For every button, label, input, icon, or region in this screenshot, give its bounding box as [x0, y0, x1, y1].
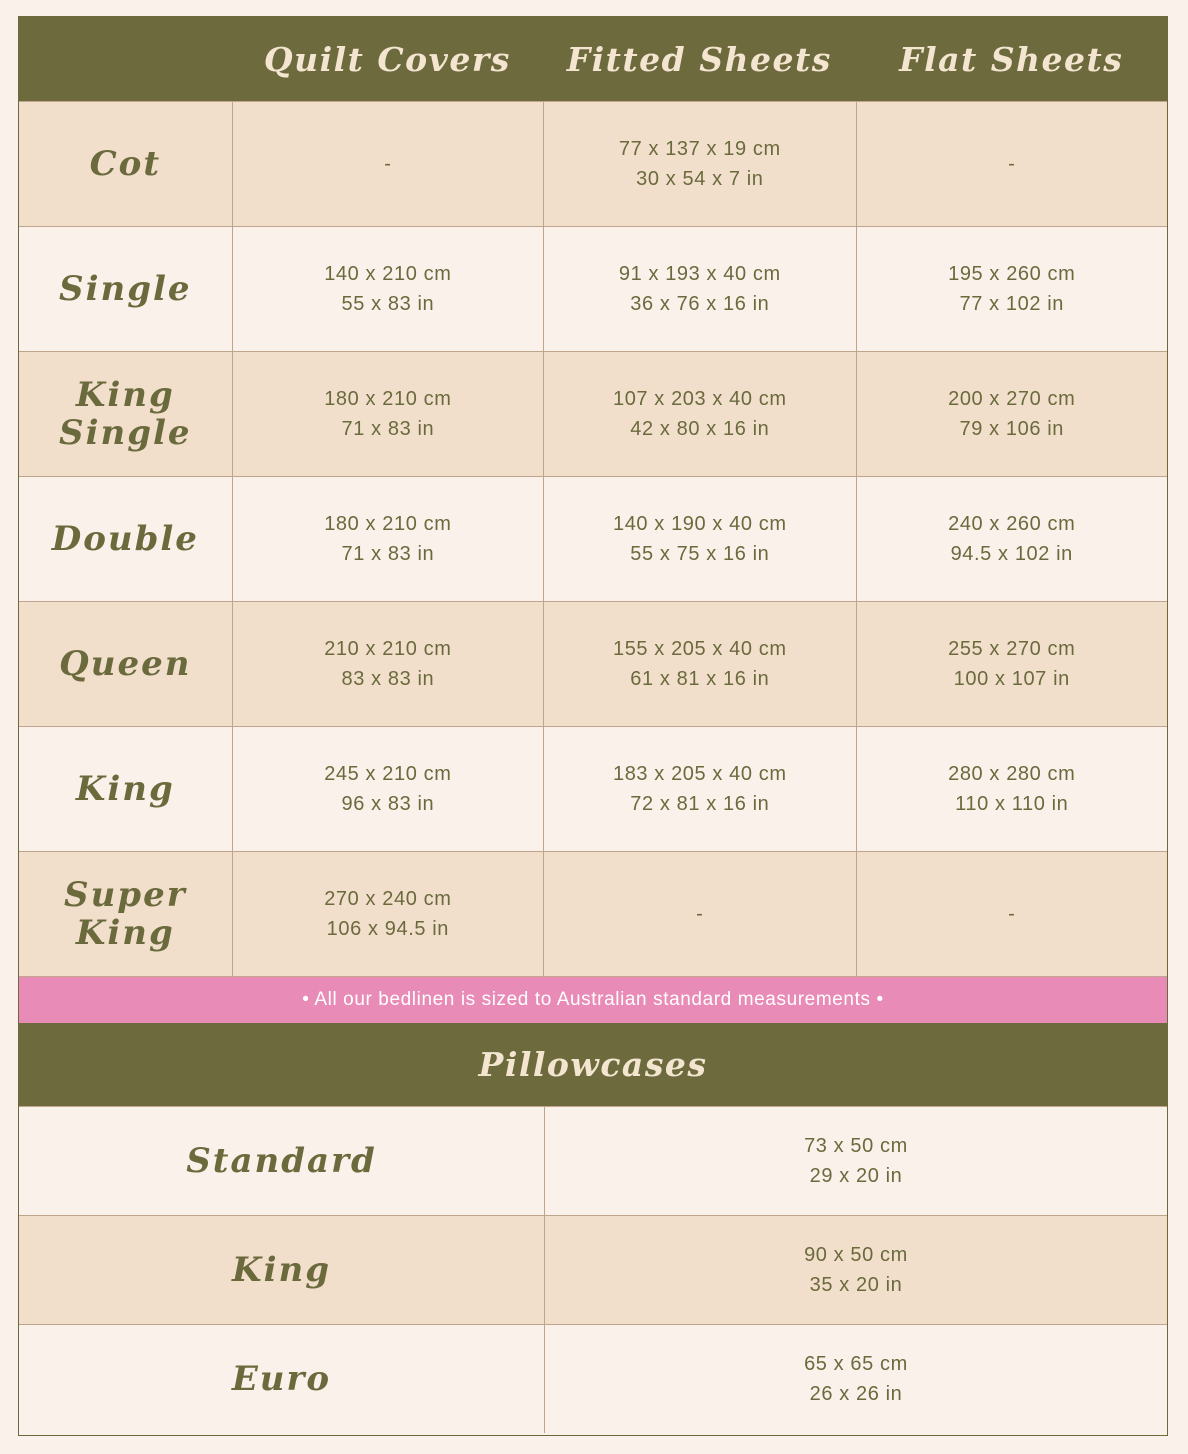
measurement-line: 107 x 203 x 40 cm [612, 388, 787, 410]
size-label-cell [19, 602, 232, 726]
size-label-line: Single [59, 413, 192, 453]
measurement-line: 65 x 65 cm [804, 1353, 908, 1375]
measurement-line: 71 x 83 in [341, 418, 435, 440]
measurement-line: 77 x 137 x 19 cm [618, 138, 781, 160]
size-label-line: Single [59, 269, 192, 309]
measurement-line: 91 x 193 x 40 cm [618, 263, 781, 285]
fitted-sheet-cell [543, 852, 855, 976]
measurement-line: 96 x 83 in [341, 793, 435, 815]
fitted-sheet-cell [543, 352, 855, 476]
header-blank-cell [19, 17, 232, 101]
measurement-line: 245 x 210 cm [324, 763, 452, 785]
flat-sheet-cell [856, 102, 1167, 226]
table-row [19, 1324, 1167, 1433]
size-label [64, 876, 187, 952]
measurement-line: 83 x 83 in [341, 668, 435, 690]
measurement-line: 106 x 94.5 in [326, 918, 450, 940]
table-row [19, 226, 1167, 351]
quilt-cover-cell [232, 602, 543, 726]
quilt-cover-cell [232, 352, 543, 476]
flat-sheet-cell [856, 227, 1167, 351]
measurement-line: 180 x 210 cm [324, 513, 452, 535]
measurement-line: 90 x 50 cm [804, 1244, 908, 1266]
header-quilt-covers: Quilt Covers [263, 39, 511, 79]
measurement-line: 140 x 210 cm [324, 263, 452, 285]
size-label-cell [19, 852, 232, 976]
pillowcases-header: Pillowcases [19, 1023, 1167, 1106]
measurement-line: 110 x 110 in [955, 793, 1069, 815]
measurement-line: 280 x 280 cm [948, 763, 1076, 785]
measurement-line: 240 x 260 cm [948, 513, 1076, 535]
measurement-line: 72 x 81 x 16 in [630, 793, 770, 815]
size-label [59, 270, 192, 308]
measurement-line: 195 x 260 cm [948, 263, 1076, 285]
measurement-line: - [384, 153, 392, 175]
australian-standard-notice: • All our bedlinen is sized to Australian standard measurements • [19, 976, 1167, 1023]
measurement-line: 155 x 205 x 40 cm [612, 638, 787, 660]
table-row [19, 851, 1167, 976]
size-rows [19, 101, 1167, 976]
size-label [90, 145, 161, 183]
size-label [59, 645, 191, 683]
measurement-line: - [1008, 903, 1016, 925]
table-row [19, 476, 1167, 601]
sizes-header-row [19, 17, 1167, 101]
size-label-line: King [75, 375, 175, 415]
measurement-line: 140 x 190 x 40 cm [612, 513, 787, 535]
measurement-line: 29 x 20 in [809, 1165, 903, 1187]
size-label-line: King [75, 769, 175, 809]
measurement-line: 79 x 106 in [959, 418, 1064, 440]
pillowcase-label-cell [19, 1216, 544, 1324]
measurement-line: 55 x 75 x 16 in [630, 543, 770, 565]
header-fitted-sheets: Fitted Sheets [566, 39, 832, 79]
measurement-line: 200 x 270 cm [948, 388, 1076, 410]
measurement-line: 270 x 240 cm [324, 888, 452, 910]
pillowcase-label: Euro [231, 1359, 332, 1399]
table-row [19, 601, 1167, 726]
fitted-sheet-cell [543, 477, 855, 601]
measurement-line: 73 x 50 cm [804, 1135, 908, 1157]
size-label-line: Queen [59, 644, 192, 684]
pillowcase-size-cell [544, 1107, 1167, 1215]
size-label [59, 376, 192, 452]
size-label-cell [19, 352, 232, 476]
pillowcase-label-cell [19, 1107, 544, 1215]
measurement-line: 55 x 83 in [341, 293, 435, 315]
measurement-line: - [696, 903, 704, 925]
size-label-cell [19, 227, 232, 351]
pillowcase-label: Standard [186, 1141, 377, 1181]
measurement-line: 180 x 210 cm [324, 388, 452, 410]
size-label-cell [19, 727, 232, 851]
size-label-line: King [75, 913, 175, 953]
fitted-sheet-cell [543, 102, 855, 226]
size-label-cell [19, 102, 232, 226]
quilt-cover-cell [232, 852, 543, 976]
measurement-line: 61 x 81 x 16 in [630, 668, 770, 690]
pillowcase-size-cell [544, 1216, 1167, 1324]
flat-sheet-cell [856, 352, 1167, 476]
table-row [19, 726, 1167, 851]
table-row [19, 1106, 1167, 1215]
size-label [76, 770, 175, 808]
flat-sheet-cell [856, 602, 1167, 726]
measurement-line: 77 x 102 in [959, 293, 1064, 315]
measurement-line: 26 x 26 in [809, 1383, 903, 1405]
size-label-cell [19, 477, 232, 601]
size-label-line: Double [51, 519, 199, 559]
size-chart [18, 16, 1168, 1436]
pillowcase-label-cell [19, 1325, 544, 1433]
measurement-line: 94.5 x 102 in [950, 543, 1073, 565]
measurement-line: 42 x 80 x 16 in [630, 418, 770, 440]
table-row [19, 101, 1167, 226]
quilt-cover-cell [232, 102, 543, 226]
measurement-line: 255 x 270 cm [948, 638, 1076, 660]
flat-sheet-cell [856, 852, 1167, 976]
measurement-line: 36 x 76 x 16 in [630, 293, 770, 315]
quilt-cover-cell [232, 477, 543, 601]
size-label-line: Cot [89, 144, 162, 184]
fitted-sheet-cell [543, 227, 855, 351]
pillowcase-rows [19, 1106, 1167, 1433]
header-flat-sheets: Flat Sheets [899, 39, 1124, 79]
fitted-sheet-cell [543, 727, 855, 851]
fitted-sheet-cell [543, 602, 855, 726]
flat-sheet-cell [856, 477, 1167, 601]
measurement-line: 183 x 205 x 40 cm [612, 763, 787, 785]
pillowcase-size-cell [544, 1325, 1167, 1433]
measurement-line: 100 x 107 in [953, 668, 1070, 690]
measurement-line: 71 x 83 in [341, 543, 435, 565]
size-label [52, 520, 199, 558]
size-label-line: Super [64, 875, 187, 915]
measurement-line: 35 x 20 in [809, 1274, 903, 1296]
quilt-cover-cell [232, 727, 543, 851]
table-row [19, 351, 1167, 476]
measurement-line: - [1008, 153, 1016, 175]
flat-sheet-cell [856, 727, 1167, 851]
table-row [19, 1215, 1167, 1324]
pillowcase-label: King [232, 1250, 331, 1290]
measurement-line: 30 x 54 x 7 in [636, 168, 764, 190]
quilt-cover-cell [232, 227, 543, 351]
measurement-line: 210 x 210 cm [324, 638, 452, 660]
